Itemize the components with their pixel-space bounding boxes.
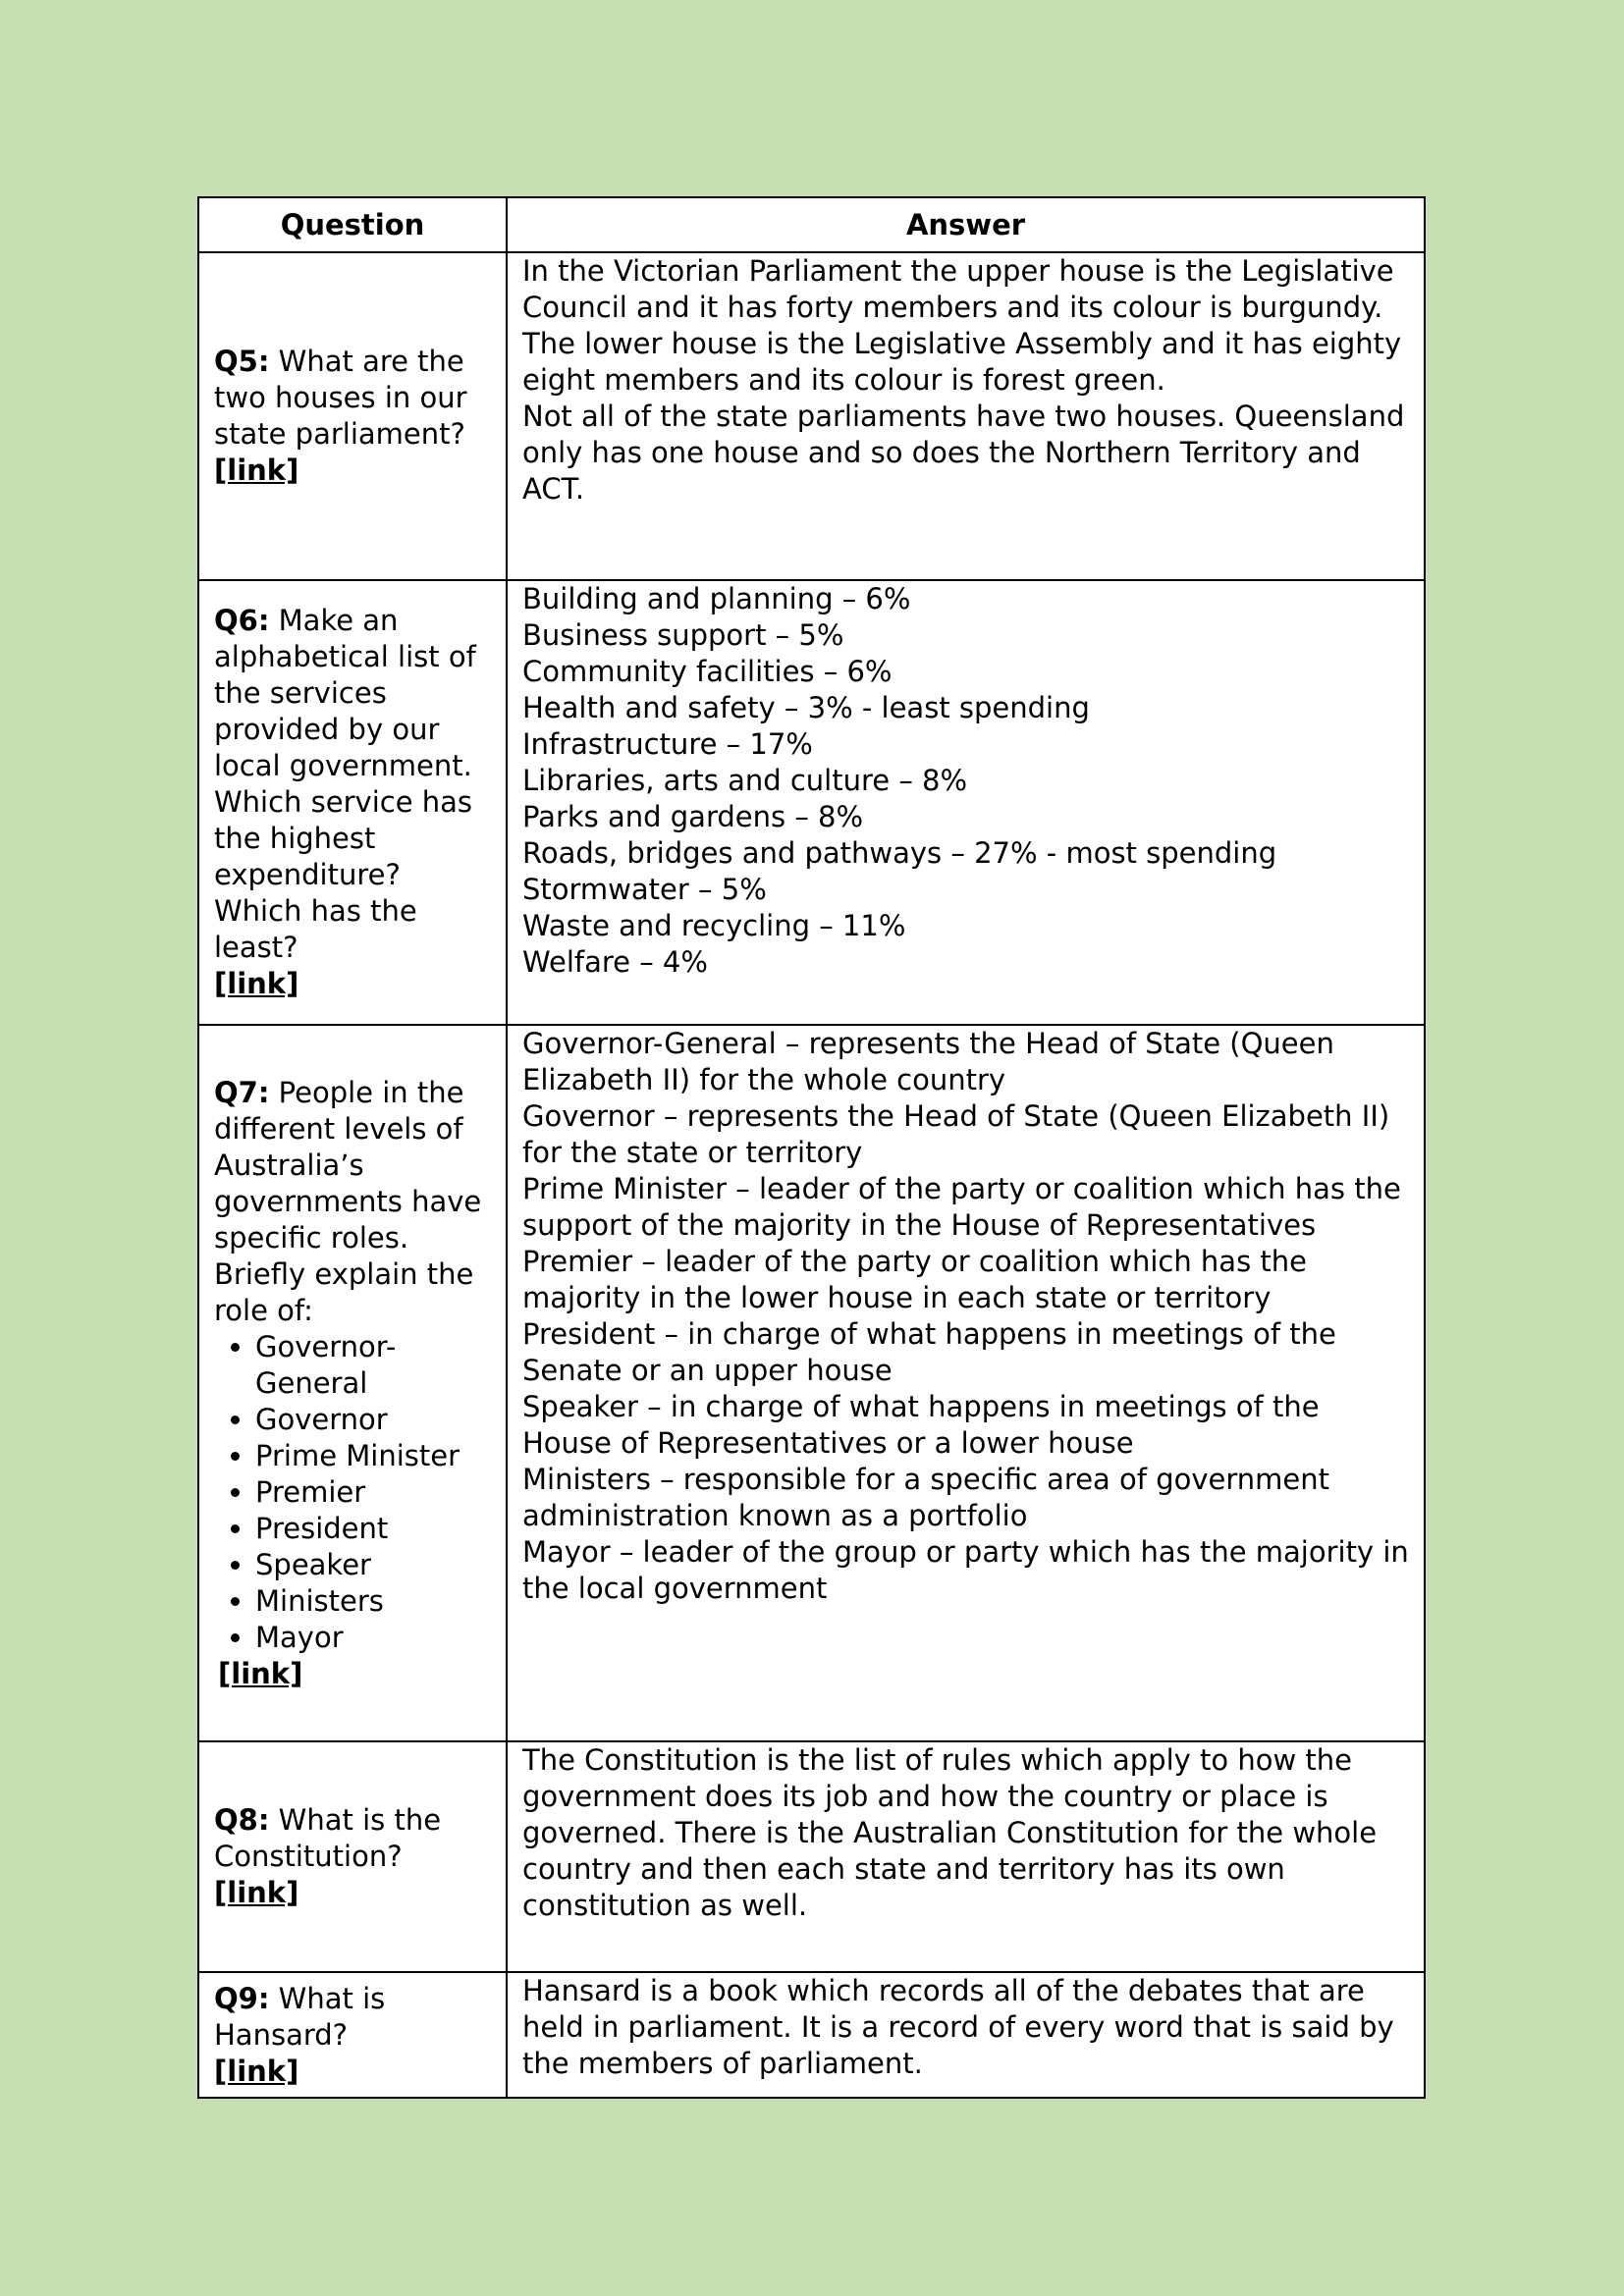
table-row [198, 252, 1425, 580]
role-description: President – in charge of what happens in meetings of the Senate or an upper house [522, 1317, 1346, 1387]
question-link[interactable]: [link] [218, 1656, 303, 1690]
table-row [198, 1741, 1425, 1972]
answer-cell [507, 1972, 1425, 2098]
list-item: • Premier [255, 1474, 491, 1511]
question-cell [198, 1972, 507, 2098]
question-cell [198, 1741, 507, 1972]
question-link[interactable]: [link] [214, 2054, 299, 2088]
role-description: Governor-General – represents the Head of State (Queen Elizabeth II) for the whole country [522, 1027, 1344, 1096]
table-row [198, 1025, 1425, 1741]
list-item: • Speaker [255, 1547, 491, 1583]
question-column-header: Question [198, 197, 507, 252]
question-link[interactable]: [link] [214, 967, 299, 1000]
header-row [198, 197, 1425, 252]
service-item: Roads, bridges and pathways – 27% - most spending [522, 836, 1277, 870]
question-number: Q5: [214, 345, 270, 378]
question-text: What are the two houses in our state parliament? [214, 345, 467, 451]
role-description: Governor – represents the Head of State (Queen Elizabeth II) for the state or territory [522, 1099, 1399, 1169]
answer-line: Not all of the state parliaments have two houses. Queensland only has one house and so does the Northern Territory and ACT. [522, 400, 1414, 506]
question-cell [198, 252, 507, 580]
table-row [198, 580, 1425, 1025]
table-row [198, 1972, 1425, 2098]
list-item: • President [255, 1511, 491, 1547]
answer-column-header: Answer [507, 197, 1425, 252]
role-description: Speaker – in charge of what happens in meetings of the House of Representatives or a lower house [522, 1390, 1328, 1460]
list-item: • Governor [255, 1402, 491, 1438]
answer-cell [507, 1025, 1425, 1741]
service-item: Building and planning – 6% [522, 582, 911, 615]
question-number: Q7: [214, 1075, 270, 1109]
roles-list [214, 1329, 491, 1656]
service-item: Stormwater – 5% [522, 873, 767, 906]
role-description: Premier – leader of the party or coalition which has the majority in the lower house in each state or territory [522, 1245, 1317, 1314]
service-item: Parks and gardens – 8% [522, 800, 864, 833]
list-item: • Mayor [255, 1620, 491, 1656]
question-text: Make an alphabetical list of the services provided by our local government. Which service has the highest expenditure? Which has the least? [214, 604, 476, 964]
answer-line: The Constitution is the list of rules which apply to how the government does its job and how the country or place is governed. There is the Australian Constitution for the whole country and then each state and territory has its own constitution as well. [522, 1743, 1386, 1922]
question-cell [198, 580, 507, 1025]
service-item: Waste and recycling – 11% [522, 909, 906, 942]
answer-cell [507, 1741, 1425, 1972]
service-item: Community facilities – 6% [522, 655, 893, 688]
question-link[interactable]: [link] [214, 1876, 299, 1909]
answer-cell [507, 252, 1425, 580]
question-cell [198, 1025, 507, 1741]
answer-line: Hansard is a book which records all of the debates that are held in parliament. It is a record of every word that is said by the members of parliament. [522, 1974, 1403, 2080]
role-description: Mayor – leader of the group or party which has the majority in the local government [522, 1535, 1418, 1605]
question-text: People in the different levels of Australia’s governments have specific roles. Briefly explain the role of: [214, 1075, 482, 1327]
role-description: Ministers – responsible for a specific area of government administration known as a portfolio [522, 1463, 1339, 1532]
question-number: Q9: [214, 1981, 270, 2015]
service-item: Libraries, arts and culture – 8% [522, 764, 968, 797]
question-link[interactable]: [link] [214, 454, 299, 487]
service-item: Health and safety – 3% - least spending [522, 691, 1090, 724]
list-item: • Ministers [255, 1583, 491, 1620]
role-description: Prime Minister – leader of the party or coalition which has the support of the majority in the House of Representatives [522, 1172, 1411, 1242]
answer-line: In the Victorian Parliament the upper house is the Legislative Council and it has forty members and its colour is burgundy. The lower house is the Legislative Assembly and it has eighty eight members and its colour is forest green. [522, 254, 1411, 397]
question-number: Q6: [214, 604, 270, 637]
service-item: Welfare – 4% [522, 945, 708, 979]
service-item: Infrastructure – 17% [522, 727, 813, 761]
answer-cell [507, 580, 1425, 1025]
service-item: Business support – 5% [522, 618, 844, 652]
question-text: What is Hansard? [214, 1981, 386, 2052]
list-item: • Prime Minister [255, 1438, 491, 1474]
question-text: What is the Constitution? [214, 1803, 442, 1873]
list-item: • Governor-General [255, 1329, 491, 1402]
question-number: Q8: [214, 1803, 270, 1837]
qa-table [197, 196, 1426, 2099]
